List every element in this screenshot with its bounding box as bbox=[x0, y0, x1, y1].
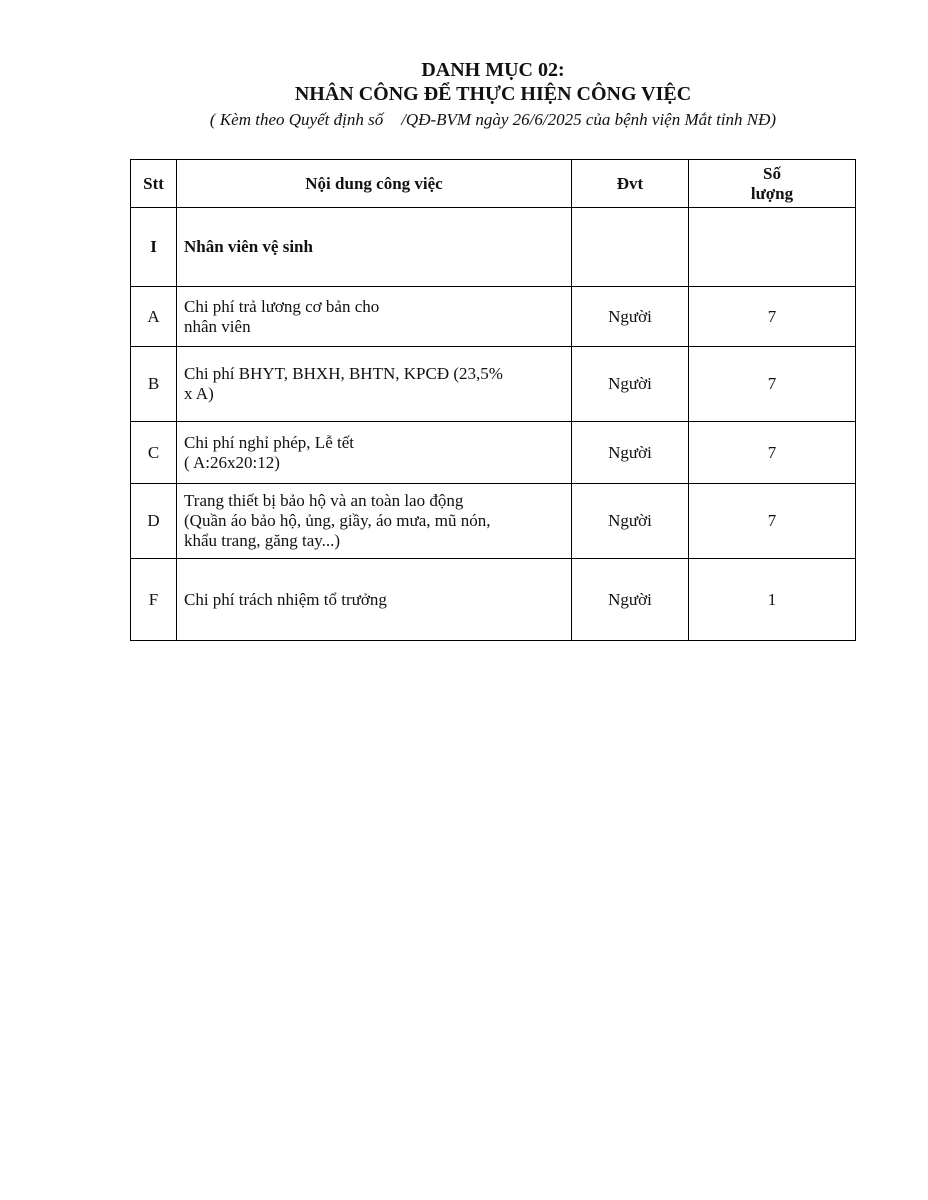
table-header-row bbox=[131, 160, 856, 208]
section-quantity bbox=[689, 208, 856, 287]
row-quantity: 7 bbox=[689, 287, 856, 347]
decision-reference-prefix: ( Kèm theo Quyết định số bbox=[209, 110, 384, 129]
column-header-unit: Đvt bbox=[572, 160, 689, 208]
column-header-quantity-line1: Số bbox=[763, 163, 781, 183]
row-content: Chi phí trả lương cơ bản cho nhân viên bbox=[177, 287, 572, 347]
row-stt: C bbox=[131, 422, 177, 484]
labor-table bbox=[130, 159, 856, 641]
row-stt: A bbox=[131, 287, 177, 347]
column-header-stt: Stt bbox=[131, 160, 177, 208]
column-header-content: Nội dung công việc bbox=[177, 160, 572, 208]
table-row bbox=[131, 287, 856, 347]
row-stt: D bbox=[131, 484, 177, 559]
list-number-title: DANH MỤC 02: bbox=[421, 59, 565, 81]
section-content: Nhân viên vệ sinh bbox=[177, 208, 572, 287]
table-row bbox=[131, 347, 856, 422]
row-stt: B bbox=[131, 347, 177, 422]
row-unit: Người bbox=[572, 422, 689, 484]
row-content: Chi phí BHYT, BHXH, BHTN, KPCĐ (23,5% x A) bbox=[177, 347, 572, 422]
row-quantity: 1 bbox=[689, 559, 856, 641]
row-quantity: 7 bbox=[689, 422, 856, 484]
decision-reference bbox=[0, 107, 928, 133]
row-stt: F bbox=[131, 559, 177, 641]
row-content: Chi phí nghỉ phép, Lễ tết ( A:26x20:12) bbox=[177, 422, 572, 484]
table-row bbox=[131, 559, 856, 641]
row-quantity: 7 bbox=[689, 347, 856, 422]
column-header-quantity-line2: lượng bbox=[750, 183, 794, 203]
table-row bbox=[131, 484, 856, 559]
row-unit: Người bbox=[572, 287, 689, 347]
row-unit: Người bbox=[572, 347, 689, 422]
section-unit bbox=[572, 208, 689, 287]
row-content: Trang thiết bị bảo hộ và an toàn lao động (Quần áo bảo hộ, ủng, giầy, áo mưa, mũ nón, khẩu trang, găng tay...) bbox=[177, 484, 572, 559]
column-header-quantity bbox=[689, 160, 856, 208]
document-header bbox=[0, 58, 928, 133]
row-unit: Người bbox=[572, 484, 689, 559]
row-quantity: 7 bbox=[689, 484, 856, 559]
row-unit: Người bbox=[572, 559, 689, 641]
section-stt: I bbox=[131, 208, 177, 287]
row-content: Chi phí trách nhiệm tổ trưởng bbox=[177, 559, 572, 641]
document-title: NHÂN CÔNG ĐỂ THỰC HIỆN CÔNG VIỆC bbox=[294, 83, 692, 105]
table-row bbox=[131, 422, 856, 484]
section-row bbox=[131, 208, 856, 287]
decision-reference-suffix: /QĐ-BVM ngày 26/6/2025 của bệnh viện Mắt tỉnh NĐ) bbox=[401, 110, 777, 129]
